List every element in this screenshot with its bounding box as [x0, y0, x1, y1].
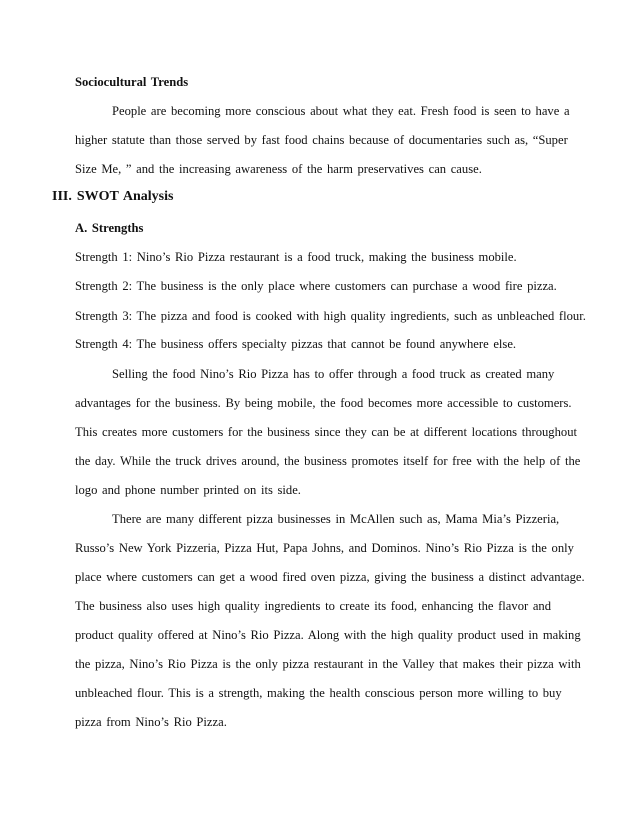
paragraph-line: There are many different pizza businesses in McAllen such as, Mama Mia’s Pizzeria,	[112, 512, 560, 526]
paragraph-line: Russo’s New York Pizzeria, Pizza Hut, Papa Johns, and Dominos. Nino’s Rio Pizza is the only	[75, 541, 574, 555]
strength-item: Strength 1: Nino’s Rio Pizza restaurant is a food truck, making the business mobile.	[75, 250, 517, 264]
paragraph-line: the pizza, Nino’s Rio Pizza is the only pizza restaurant in the Valley that makes their pizza with	[75, 657, 581, 671]
paragraph-line: place where customers can get a wood fired oven pizza, giving the business a distinct advantage.	[75, 570, 585, 584]
paragraph-line: This creates more customers for the business since they can be at different locations throughout	[75, 425, 577, 439]
strength-item: Strength 3: The pizza and food is cooked with high quality ingredients, such as unbleached flour.	[75, 309, 586, 323]
paragraph-line: Selling the food Nino’s Rio Pizza has to offer through a food truck as created many	[112, 367, 555, 381]
paragraph-line: pizza from Nino’s Rio Pizza.	[75, 715, 227, 729]
paragraph-line: The business also uses high quality ingredients to create its food, enhancing the flavor and	[75, 599, 552, 613]
section-heading-swot: III. SWOT Analysis	[52, 189, 174, 204]
section-heading-sociocultural: Sociocultural Trends	[75, 75, 189, 89]
paragraph-line: Size Me, ” and the increasing awareness of the harm preservatives can cause.	[75, 162, 482, 176]
paragraph-line: advantages for the business. By being mobile, the food becomes more accessible to customers.	[75, 396, 572, 410]
paragraph-line: the day. While the truck drives around, the business promotes itself for free with the help of the	[75, 454, 581, 468]
strength-item: Strength 2: The business is the only place where customers can purchase a wood fire pizza.	[75, 279, 557, 293]
strength-item: Strength 4: The business offers specialty pizzas that cannot be found anywhere else.	[75, 337, 517, 351]
paragraph-line: unbleached flour. This is a strength, making the health conscious person more willing to buy	[75, 686, 562, 700]
paragraph-line: higher statute than those served by fast food chains because of documentaries such as, “Super	[75, 133, 568, 147]
paragraph-line: product quality offered at Nino’s Rio Pizza. Along with the high quality product used in making	[75, 628, 581, 642]
paragraph-line: People are becoming more conscious about what they eat. Fresh food is seen to have a	[112, 104, 570, 118]
paragraph-line: logo and phone number printed on its side.	[75, 483, 301, 497]
subsection-heading-strengths: A. Strengths	[75, 221, 144, 235]
